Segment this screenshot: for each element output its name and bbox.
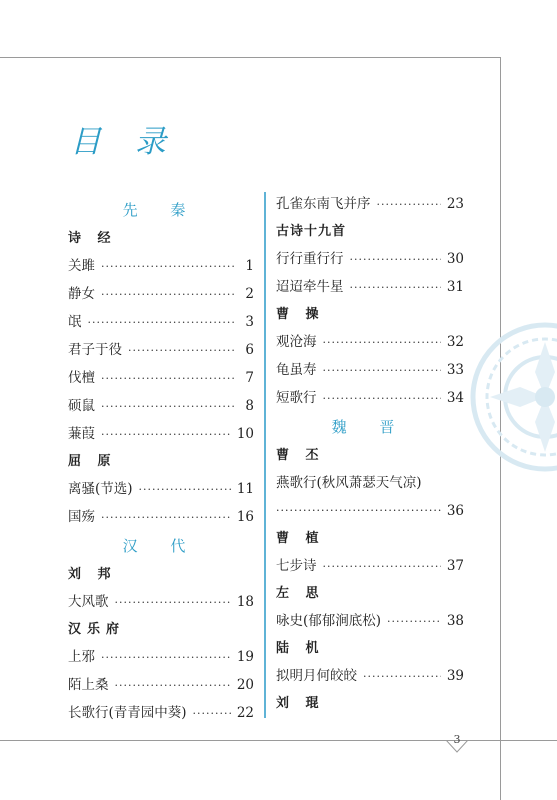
dot-leader (101, 281, 234, 309)
dot-leader (323, 553, 441, 581)
toc-entry[interactable] (276, 273, 464, 301)
dot-leader (115, 672, 231, 700)
decorative-medallion-icon (470, 322, 557, 472)
section-heading-han: 汉 代 (122, 537, 200, 555)
dot-leader (323, 329, 441, 357)
toc-entry[interactable] (276, 662, 464, 690)
toc-left-column (68, 195, 254, 727)
dot-leader (350, 246, 441, 274)
author-heading-hanyuefu: 汉乐府 (68, 622, 126, 637)
toc-entry-page: 31 (446, 279, 464, 295)
toc-entry-title: 关雎 (68, 258, 95, 274)
toc-entry-page: 19 (236, 649, 254, 665)
author-heading-caocao: 曹 操 (276, 307, 325, 322)
author-heading-caozhi: 曹 植 (276, 531, 325, 546)
dot-leader (88, 309, 235, 337)
dot-leader (101, 644, 231, 672)
author-heading-luji: 陆 机 (276, 641, 325, 656)
page-number: 3 (453, 733, 461, 746)
toc-entry-page: 8 (245, 398, 254, 414)
toc-entry[interactable] (68, 475, 254, 503)
author-heading-liubang: 刘 邦 (68, 567, 117, 582)
dot-leader (139, 476, 231, 504)
dot-leader (387, 608, 441, 636)
dot-leader (323, 385, 441, 413)
section-heading-weijin: 魏 晋 (331, 418, 409, 436)
toc-entry-page: 33 (446, 362, 464, 378)
dot-leader (101, 393, 234, 421)
toc-entry[interactable] (68, 588, 254, 616)
toc-entry-page: 36 (446, 503, 464, 519)
author-heading-shijing: 诗 经 (68, 231, 117, 246)
toc-entry-page: 16 (236, 509, 254, 525)
toc-entry[interactable] (276, 469, 464, 525)
dot-leader (323, 357, 441, 385)
toc-entry[interactable] (68, 336, 254, 364)
dot-leader (377, 191, 441, 219)
toc-entry-page: 11 (236, 481, 254, 497)
dot-leader (101, 253, 234, 281)
toc-entry-title: 伐檀 (68, 370, 95, 386)
toc-entry-page: 34 (446, 390, 464, 406)
toc-entry-title: 观沧海 (276, 334, 317, 350)
dot-leader (101, 365, 234, 393)
author-heading-zuosi: 左 思 (276, 586, 325, 601)
toc-entry-page: 22 (236, 705, 254, 721)
toc-entry[interactable] (276, 328, 464, 356)
toc-entry[interactable] (68, 392, 254, 420)
toc-entry-page: 1 (245, 258, 254, 274)
toc-entry-title: 咏史(郁郁涧底松) (276, 613, 382, 629)
page-title: 目 录 (70, 124, 178, 160)
toc-entry[interactable] (276, 607, 464, 635)
toc-entry-title: 硕鼠 (68, 398, 95, 414)
toc-entry-page: 7 (245, 370, 254, 386)
toc-entry[interactable] (68, 252, 254, 280)
toc-entry-title: 迢迢牵牛星 (276, 279, 344, 295)
toc-entry-page: 20 (236, 677, 254, 693)
toc-entry-title: 国殇 (68, 509, 95, 525)
dot-leader (276, 497, 441, 525)
dot-leader (193, 700, 231, 728)
column-divider (264, 192, 266, 718)
toc-entry-page: 3 (245, 314, 254, 330)
section-heading-pre-qin: 先 秦 (122, 201, 200, 219)
toc-entry[interactable] (68, 420, 254, 448)
toc-entry-page: 10 (236, 426, 254, 442)
toc-entry[interactable] (68, 671, 254, 699)
author-heading-quyuan: 屈 原 (68, 454, 117, 469)
top-rule (0, 57, 500, 58)
toc-entry-title: 短歌行 (276, 390, 317, 406)
toc-entry-title: 行行重行行 (276, 251, 344, 267)
dot-leader (101, 421, 231, 449)
toc-entry[interactable] (276, 356, 464, 384)
bottom-right-rule (500, 741, 501, 800)
toc-entry-title: 七步诗 (276, 558, 317, 574)
toc-entry-page: 30 (446, 251, 464, 267)
toc-entry[interactable] (276, 384, 464, 412)
toc-entry-title: 氓 (68, 314, 82, 330)
toc-entry[interactable] (68, 280, 254, 308)
toc-entry-title: 拟明月何皎皎 (276, 668, 357, 684)
dot-leader (115, 589, 231, 617)
author-heading-gushi: 古诗十九首 (276, 224, 347, 239)
dot-leader (363, 663, 441, 691)
toc-entry[interactable] (68, 643, 254, 671)
toc-entry-title: 长歌行(青青园中葵) (68, 705, 187, 721)
toc-entry-page: 37 (446, 558, 464, 574)
toc-entry-title: 离骚(节选) (68, 481, 133, 497)
toc-entry-title: 蒹葭 (68, 426, 95, 442)
toc-entry[interactable] (276, 552, 464, 580)
author-heading-caopi: 曹 丕 (276, 448, 325, 463)
toc-entry-title: 孔雀东南飞并序 (276, 196, 371, 212)
toc-entry[interactable] (68, 364, 254, 392)
dot-leader (350, 274, 441, 302)
toc-entry-page: 39 (446, 668, 464, 684)
toc-entry-title: 龟虽寿 (276, 362, 317, 378)
toc-entry-title: 静女 (68, 286, 95, 302)
toc-entry[interactable] (68, 699, 254, 727)
toc-entry-title: 君子于役 (68, 342, 122, 358)
toc-entry-title: 陌上桑 (68, 677, 109, 693)
toc-entry-title: 上邪 (68, 649, 95, 665)
toc-entry[interactable] (276, 245, 464, 273)
author-heading-liukun: 刘 琨 (276, 696, 325, 711)
dot-leader (101, 504, 231, 532)
toc-entry[interactable] (276, 190, 464, 218)
toc-entry-title: 大风歌 (68, 594, 109, 610)
toc-entry-title: 燕歌行(秋风萧瑟天气凉) (276, 475, 422, 491)
toc-entry[interactable] (68, 308, 254, 336)
toc-entry-page: 38 (446, 613, 464, 629)
dot-leader (128, 337, 234, 365)
toc-entry-page: 32 (446, 334, 464, 350)
toc-entry-page: 23 (446, 196, 464, 212)
toc-entry-page: 2 (245, 286, 254, 302)
toc-entry-page: 18 (236, 594, 254, 610)
toc-right-column (276, 190, 464, 717)
toc-entry[interactable] (68, 503, 254, 531)
toc-entry-page: 6 (245, 342, 254, 358)
